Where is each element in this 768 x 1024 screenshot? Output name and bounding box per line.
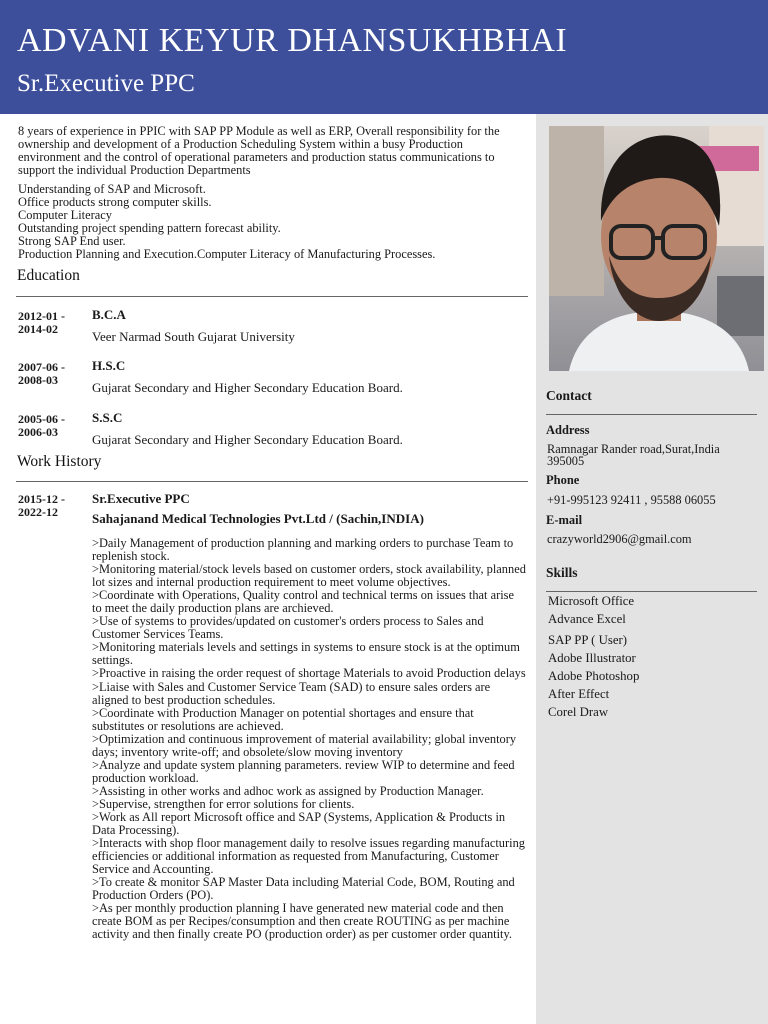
summary: [18, 125, 528, 261]
education-date: 2012-01 - 2014-02: [18, 309, 65, 336]
summary-paragraph: 8 years of experience in PPIC with SAP PP Module as well as ERP, Overall responsibility for the ownership and development of a Production Scheduling System within a busy Production environment and the control of operational parameters and production status communications to support the individual Production Departments: [18, 124, 500, 177]
education-date: 2005-06 - 2006-03: [18, 412, 65, 439]
work-bullet: >Work as All report Microsoft office and SAP (Systems, Application & Products in Data Processing).: [92, 809, 506, 838]
summary-line: Production Planning and Execution.Computer Literacy of Manufacturing Processes.: [18, 247, 436, 261]
work-bullet: >Proactive in raising the order request of shortage Materials to avoid Production delays: [92, 666, 526, 681]
work-job-title: Sr.Executive PPC: [92, 491, 190, 506]
work-history-divider: [16, 481, 528, 482]
address-value: Ramnagar Rander road,Surat,India 395005: [547, 442, 720, 468]
summary-line: Strong SAP End user.: [18, 234, 126, 248]
education-degree: H.S.C: [92, 358, 126, 373]
work-bullet: >Liaise with Sales and Customer Service Team (SAD) to ensure sales orders are aligned to best production schedules.: [92, 679, 491, 707]
education-degree: S.S.C: [92, 410, 123, 425]
work-bullet: >Monitoring material/stock levels based on customer orders, stock availability, planned lot sizes and internal production requirement to meet volume objectives.: [92, 562, 526, 590]
education-institution: Gujarat Secondary and Higher Secondary Education Board.: [92, 432, 403, 447]
work-bullet: >Analyze and update system planning parameters. review WIP to determine and feed production workload.: [92, 757, 515, 785]
work-bullet: >Optimization and continuous improvement of material availability; global inventory days; inventory write-off; and obsolete/slow moving inventory: [92, 731, 517, 759]
skills-heading: Skills: [546, 565, 578, 580]
work-bullets: [92, 537, 526, 941]
summary-line: Outstanding project spending pattern forecast ability.: [18, 221, 281, 235]
skill-item: Microsoft Office: [548, 594, 635, 608]
contact-divider: [546, 414, 757, 415]
education-institution: Gujarat Secondary and Higher Secondary Education Board.: [92, 380, 403, 395]
address-label: Address: [546, 423, 590, 437]
education-date: 2007-06 - 2008-03: [18, 360, 65, 387]
work-bullet: >Assisting in other works and adhoc work as assigned by Production Manager.: [92, 783, 484, 798]
candidate-name: ADVANI KEYUR DHANSUKHBHAI: [17, 22, 568, 59]
skill-item: Adobe Photoshop: [548, 669, 640, 683]
skill-item: Advance Excel: [548, 612, 626, 626]
skill-item: After Effect: [548, 687, 610, 701]
work-date: 2015-12 - 2022-12: [18, 492, 65, 519]
summary-line: Computer Literacy: [18, 208, 112, 222]
email-value: crazyworld2906@gmail.com: [547, 532, 692, 546]
profile-photo: [549, 126, 764, 371]
summary-line: Office products strong computer skills.: [18, 195, 212, 209]
phone-value: +91-995123 92411 , 95588 06055: [547, 493, 716, 507]
candidate-title: Sr.Executive PPC: [17, 70, 195, 97]
work-bullet: >Use of systems to provides/updated on customer's orders process to Sales and Customer Services Teams.: [92, 614, 484, 642]
phone-label: Phone: [546, 473, 580, 487]
work-bullet: >Daily Management of production planning and marking orders to purchase Team to replenish stock.: [92, 536, 514, 564]
email-label: E-mail: [546, 513, 583, 527]
work-bullet: >Coordinate with Operations, Quality control and technical terms on issues that arise to meet the daily production plans are archieved.: [92, 588, 514, 616]
education-divider: [16, 296, 528, 297]
work-company: Sahajanand Medical Technologies Pvt.Ltd / (Sachin,INDIA): [92, 511, 424, 526]
skill-item: Adobe Illustrator: [548, 651, 636, 665]
work-bullet: >To create & monitor SAP Master Data including Material Code, BOM, Routing and Production Orders (PO).: [92, 875, 515, 903]
work-bullet: >As per monthly production planning I have generated new material code and then create BOM as per Recipes/consumption and then create ROUTING as per machine activity and then finally create PO (production order) as per customer order quantity.: [92, 901, 512, 942]
skill-item: SAP PP ( User): [548, 633, 628, 647]
education-heading: Education: [17, 267, 80, 284]
work-bullet: >Coordinate with Production Manager on potential shortages and ensure that substitutes or resolutions are achieved.: [92, 705, 474, 733]
work-bullet: >Supervise, strengthen for error solutions for clients.: [92, 796, 355, 811]
skills-divider: [546, 591, 757, 592]
education-degree: B.C.A: [92, 307, 126, 322]
summary-line: Understanding of SAP and Microsoft.: [18, 182, 206, 196]
work-history-heading: Work History: [17, 453, 102, 470]
education-institution: Veer Narmad South Gujarat University: [92, 329, 295, 344]
skill-item: Corel Draw: [548, 705, 609, 719]
work-bullet: >Monitoring materials levels and settings in systems to ensure stock is at the optimum settings.: [92, 640, 520, 668]
contact-heading: Contact: [546, 388, 592, 403]
work-bullet: >Interacts with shop floor management daily to resolve issues regarding manufacturing efficiencies or additional information as requested from Manufacturing, Customer Service and Accounting.: [92, 836, 525, 877]
